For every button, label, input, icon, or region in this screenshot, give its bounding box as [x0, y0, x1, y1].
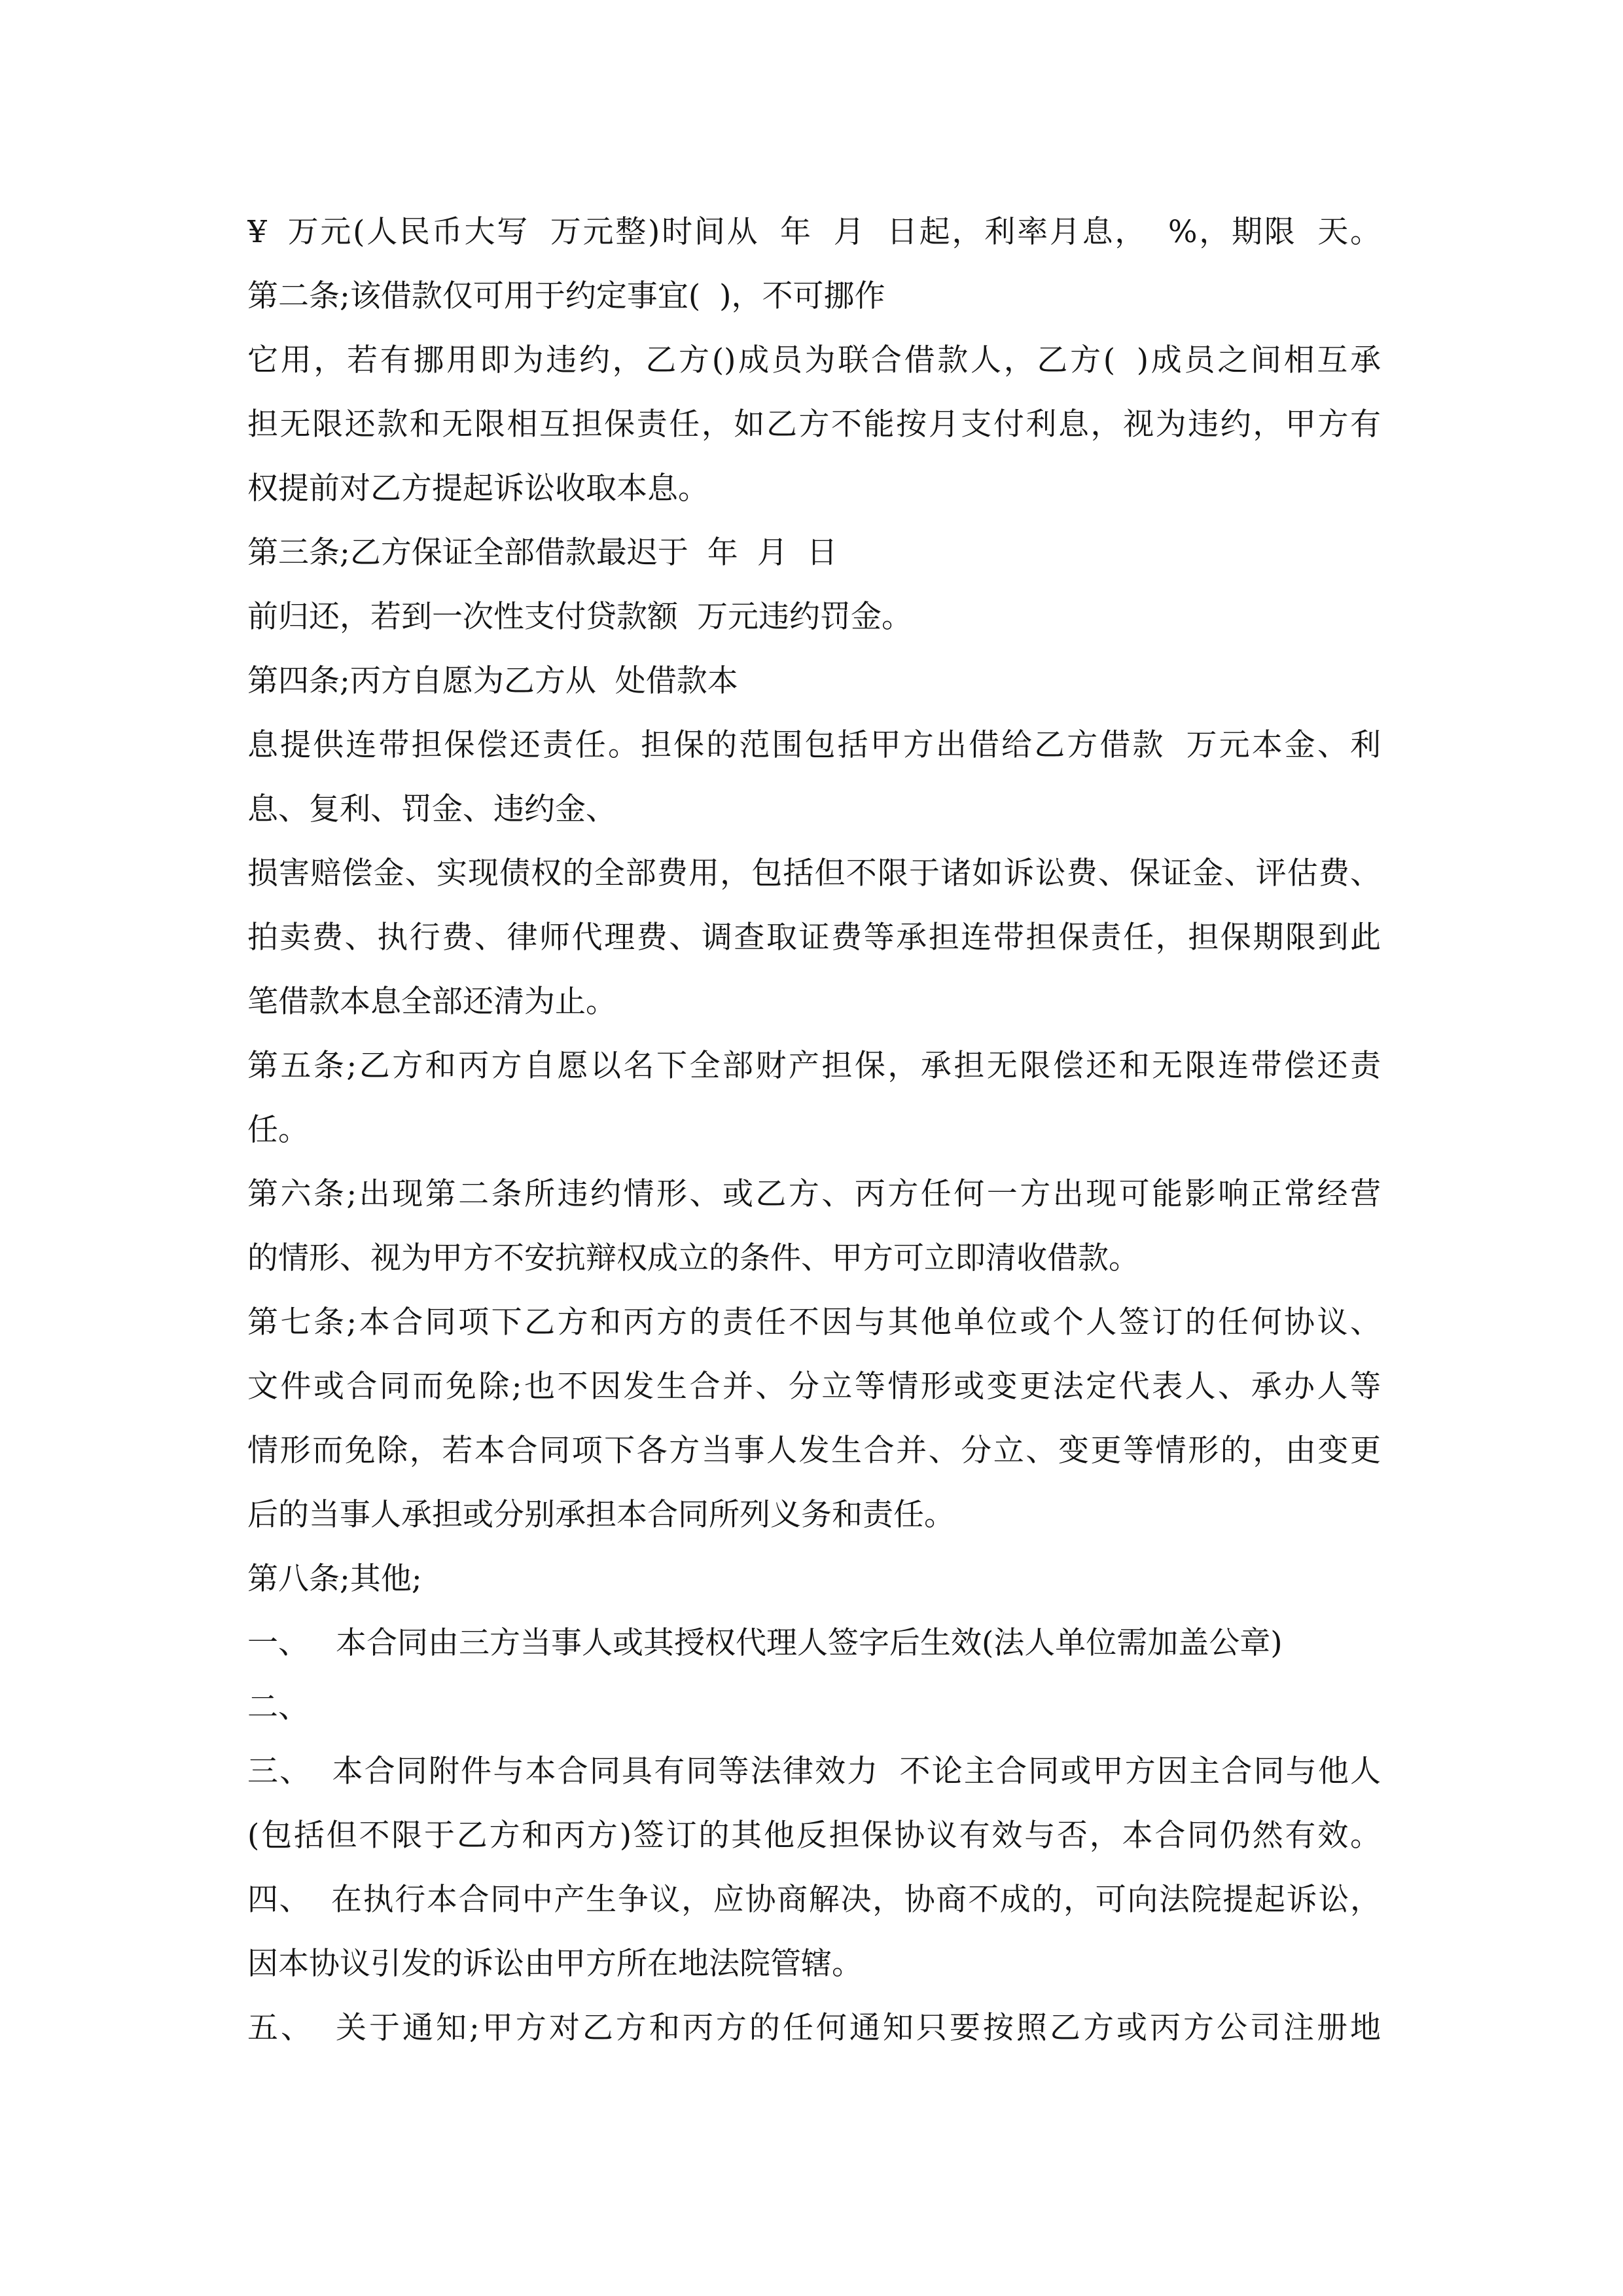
clause-7-line: 第七条;本合同项下乙方和丙方的责任不因与其他单位或个人签订的任何协议、: [247, 1304, 1381, 1340]
clause-6-line: 第六条;出现第二条所违约情形、或乙方、丙方任何一方出现可能影响正常经营: [247, 1176, 1381, 1212]
clause-4-continuation-line: 息提供连带担保偿还责任。担保的范围包括甲方出借给乙方借款 万元本金、利: [247, 727, 1381, 763]
clause-4-continuation-line: 拍卖费、执行费、律师代理费、调查取证费等承担连带担保责任，担保期限到此: [247, 920, 1381, 956]
clause-4-line: 第四条;丙方自愿为乙方从 处借款本: [247, 663, 738, 699]
clause-2-line: 第二条;该借款仅可用于约定事宜( )，不可挪作: [247, 278, 885, 314]
clause-5-continuation-line: 任。: [247, 1112, 309, 1148]
clause-2-continuation-line: 担无限还款和无限相互担保责任，如乙方不能按月支付利息，视为违约，甲方有: [247, 406, 1381, 442]
clause-3-line: 第三条;乙方保证全部借款最迟于 年 月 日: [247, 535, 838, 571]
clause-8-heading: 第八条;其他;: [247, 1561, 422, 1597]
loan-amount-line: ¥ 万元(人民币大写 万元整)时间从 年 月 日起，利率月息， %，期限 天。: [247, 214, 1381, 250]
clause-8-item-1: 一、 本合同由三方当事人或其授权代理人签字后生效(法人单位需加盖公章): [247, 1625, 1283, 1661]
clause-7-continuation-line: 后的当事人承担或分别承担本合同所列义务和责任。: [247, 1497, 955, 1533]
clause-8-item-4-continuation: 因本协议引发的诉讼由甲方所在地法院管辖。: [247, 1946, 863, 1982]
clause-2-continuation-line: 权提前对乙方提起诉讼收取本息。: [247, 471, 709, 507]
clause-7-continuation-line: 文件或合同而免除;也不因发生合并、分立等情形或变更法定代表人、承办人等: [247, 1369, 1381, 1405]
clause-2-continuation-line: 它用，若有挪用即为违约，乙方()成员为联合借款人，乙方( )成员之间相互承: [247, 342, 1381, 378]
clause-6-continuation-line: 的情形、视为甲方不安抗辩权成立的条件、甲方可立即清收借款。: [247, 1240, 1139, 1276]
clause-5-line: 第五条;乙方和丙方自愿以名下全部财产担保，承担无限偿还和无限连带偿还责: [247, 1048, 1381, 1084]
clause-4-continuation-line: 损害赔偿金、实现债权的全部费用，包括但不限于诸如诉讼费、保证金、评估费、: [247, 855, 1381, 891]
clause-4-continuation-line: 息、复利、罚金、违约金、: [247, 791, 616, 827]
clause-4-continuation-line: 笔借款本息全部还清为止。: [247, 984, 616, 1020]
clause-8-item-3-continuation: (包括但不限于乙方和丙方)签订的其他反担保协议有效与否，本合同仍然有效。: [247, 1818, 1381, 1854]
clause-7-continuation-line: 情形而免除，若本合同项下各方当事人发生合并、分立、变更等情形的，由变更: [247, 1433, 1381, 1469]
clause-8-item-4: 四、 在执行本合同中产生争议，应协商解决，协商不成的，可向法院提起诉讼，: [247, 1882, 1381, 1918]
clause-3-continuation-line: 前归还，若到一次性支付贷款额 万元违约罚金。: [247, 599, 912, 635]
clause-8-item-2: 二、: [247, 1689, 309, 1725]
clause-8-item-3: 三、 本合同附件与本合同具有同等法律效力 不论主合同或甲方因主合同与他人: [247, 1753, 1381, 1789]
contract-body-text: [247, 200, 1381, 2060]
clause-8-item-5: 五、 关于通知;甲方对乙方和丙方的任何通知只要按照乙方或丙方公司注册地: [247, 2010, 1381, 2046]
